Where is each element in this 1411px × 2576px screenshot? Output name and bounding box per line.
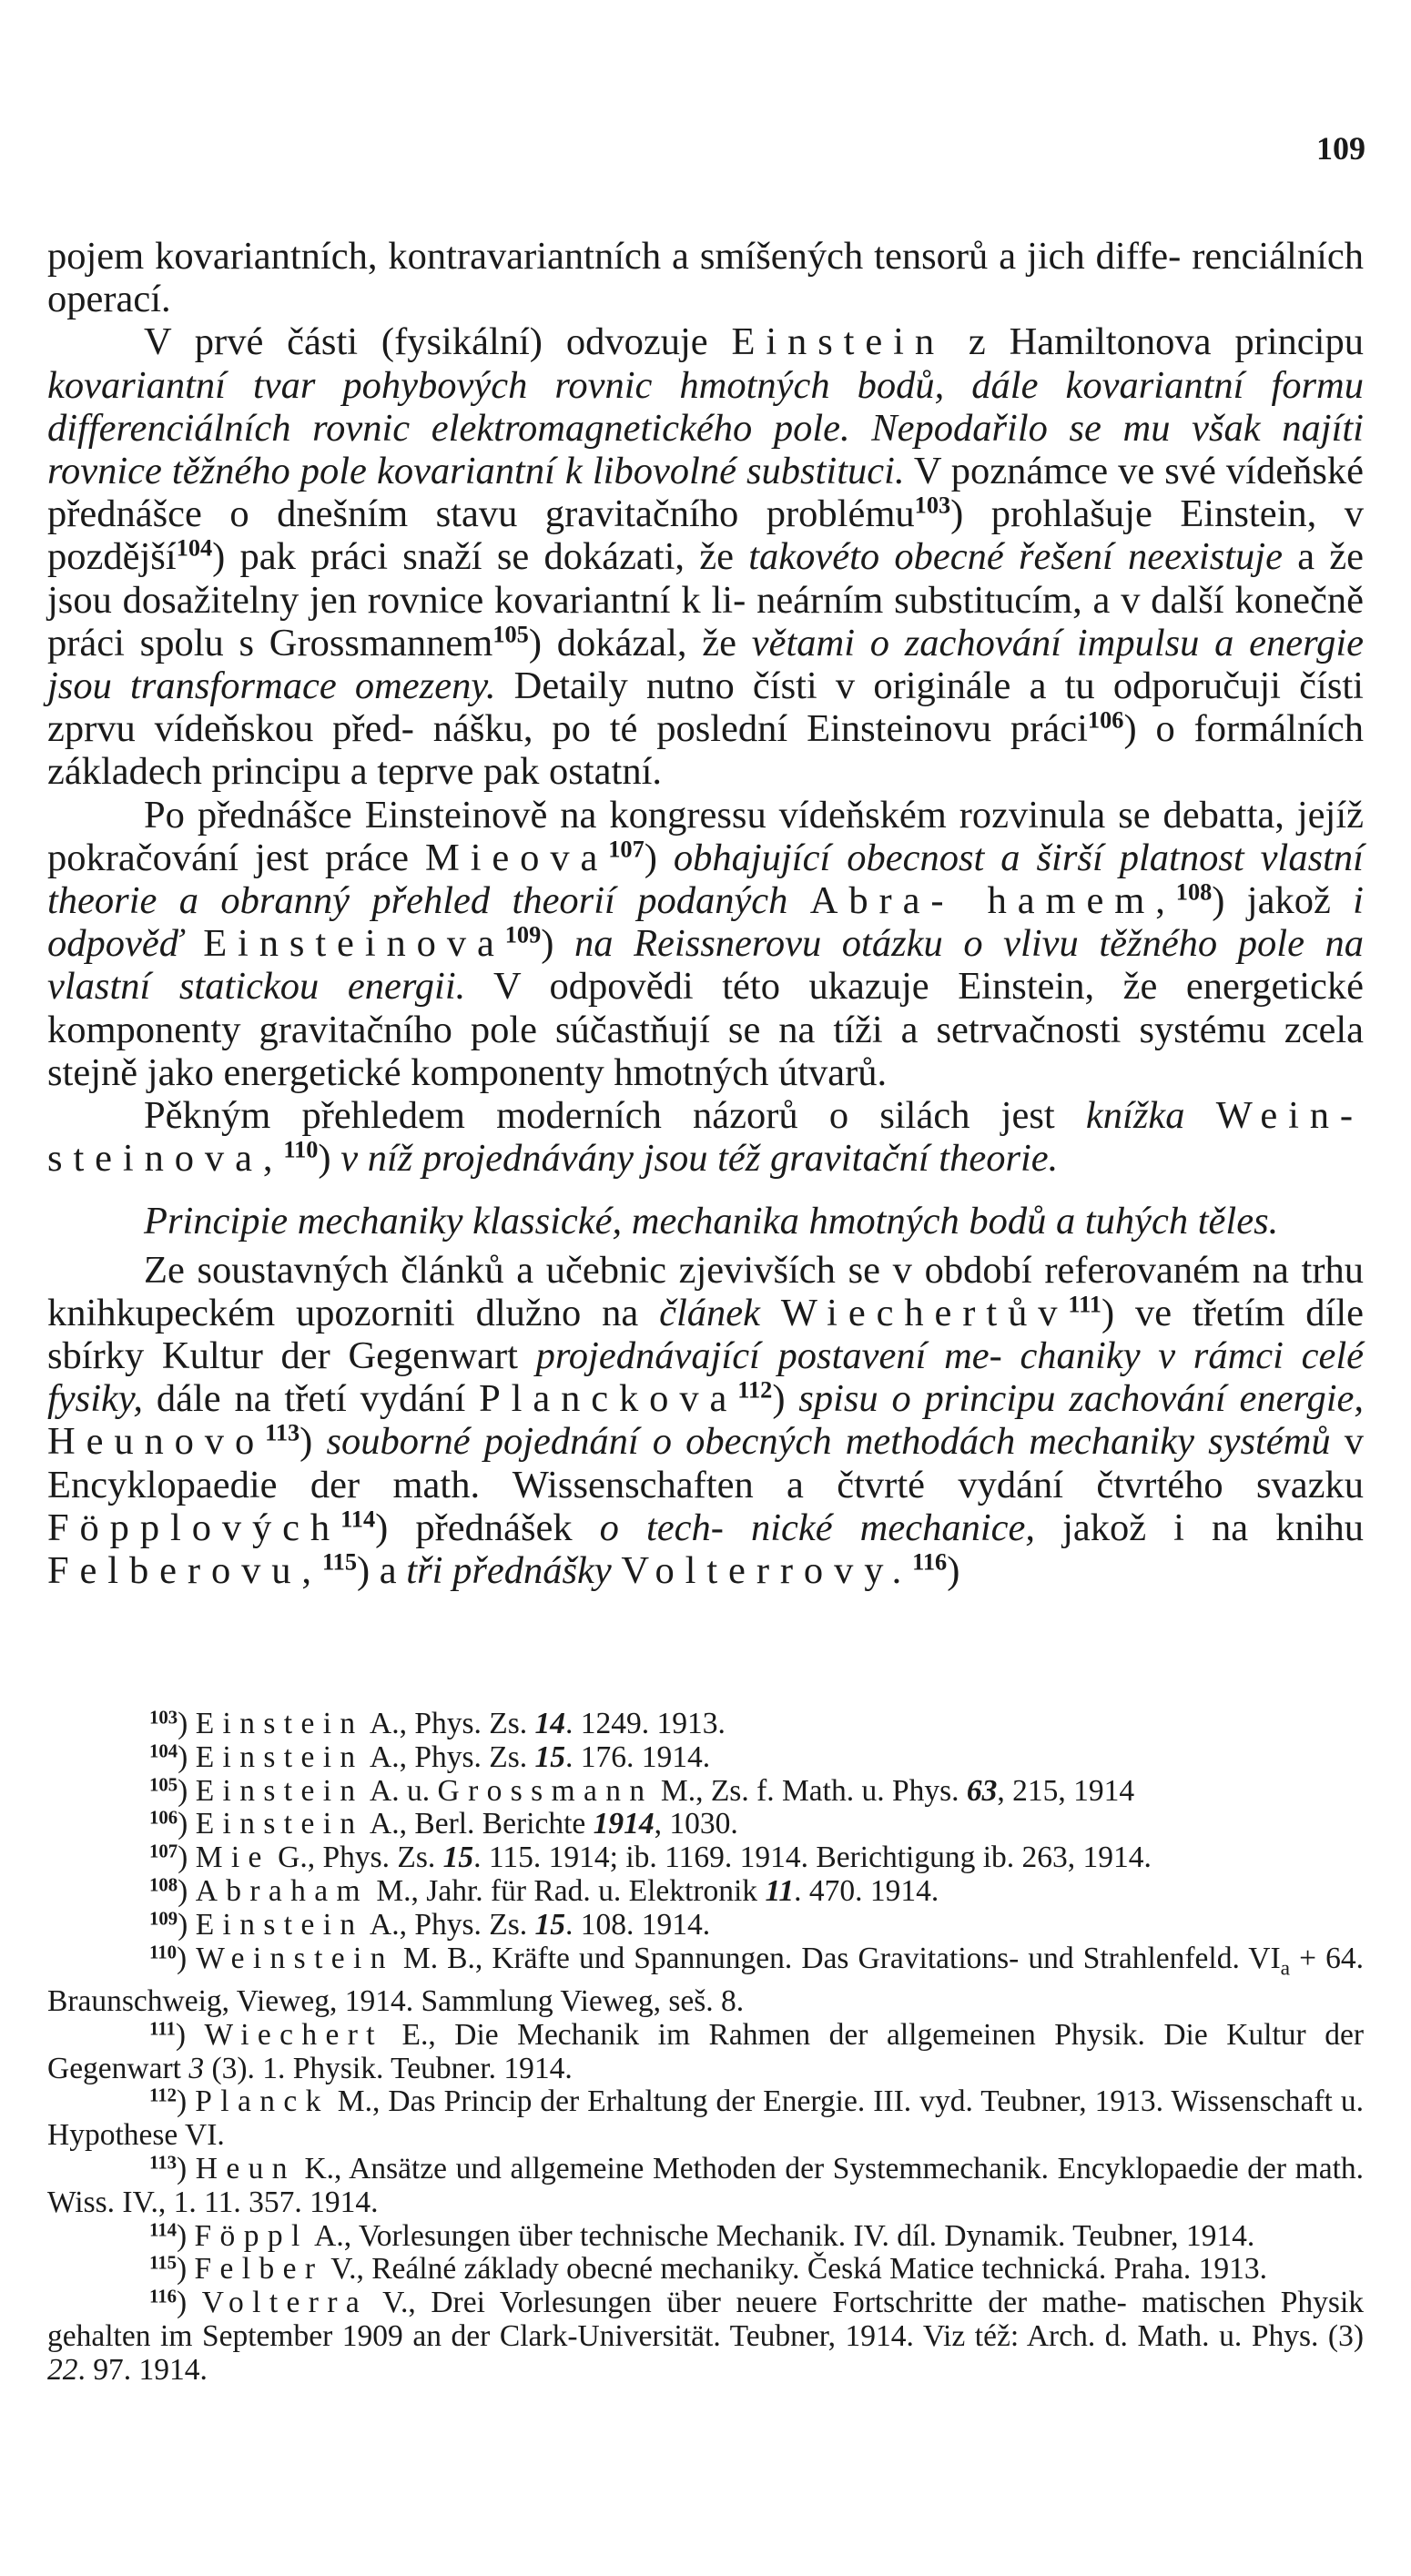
emphasis: kovariantní tvar pohybových rovnic hmotných bodů, dále kovariantní formu differenciálních rovnic elektromagnetického pole. Nepodařilo se mu však najíti rovnice těžného pole kovariantní k libovolné substituci. bbox=[47, 363, 1364, 493]
main-text bbox=[47, 235, 1364, 1592]
footnote-114: $^{114}$) Föppl A., Vorlesungen über technische Mechanik. IV. díl. Dynamik. Teubner, 1914. bbox=[149, 2218, 1255, 2253]
emphasis: tři přednášky bbox=[406, 1549, 612, 1593]
emphasis: obhajující obecnost a širší platnost vlastní theorie a obranný přehled theorií podaných bbox=[47, 836, 1364, 923]
footnote-ref[interactable]: 115 bbox=[321, 1548, 358, 1576]
text-run: ) bbox=[318, 1137, 341, 1181]
emphasis: takovéto obecné řešení neexistuje bbox=[748, 535, 1283, 579]
footnote-108: $^{108}$) Abraham M., Jahr. für Rad. u. Elektronik 11. 470. 1914. bbox=[149, 1873, 939, 1908]
author-name: Einstein bbox=[195, 1739, 364, 1774]
volume: 15 bbox=[534, 1907, 566, 1942]
emphasis: na Reissnerovu otázku o vlivu těžného pole na vlastní statickou energii. bbox=[47, 922, 1365, 1009]
text-run: V odpovědi této ukazuje Einstein, že energetické komponenty gravitačního pole súčastňují se na tíži a setrvačnosti systému zcela stejně jako energetické komponenty hmotných útvarů. bbox=[47, 965, 1364, 1094]
footnote-number: 107 bbox=[149, 1841, 178, 1862]
footnote-number: 112 bbox=[149, 2085, 178, 2107]
text-run: A. u. bbox=[363, 1773, 438, 1808]
footnote-number: 113 bbox=[149, 2152, 178, 2174]
subscript: a bbox=[1280, 1956, 1291, 1981]
text-run: (3). 1. Physik. Teubner. 1914. bbox=[204, 2051, 573, 2085]
emphasis: spisu o principu zachování energie, bbox=[798, 1377, 1364, 1421]
text-run: . 1249. 1913. bbox=[565, 1707, 726, 1740]
footnote-103: $^{103}$) Einstein A., Phys. Zs. 14. 1249. 1913. bbox=[149, 1707, 726, 1740]
emphasis: o tech- nické mechanice, bbox=[599, 1506, 1036, 1549]
text-run: . 176. 1914. bbox=[565, 1739, 711, 1774]
text-run: . 108. 1914. bbox=[565, 1907, 711, 1942]
paragraph-4 bbox=[47, 1094, 1364, 1180]
text-run: A., Phys. Zs. bbox=[363, 1907, 535, 1942]
footnote-107: $^{107}$) Mie G., Phys. Zs. 15. 115. 1914; ib. 1169. 1914. Berichtigung ib. 263, 1914. bbox=[149, 1841, 1152, 1875]
text-run: + 64. Braunschweig, Vieweg, 1914. Sammlung Vieweg, seš. 8. bbox=[47, 1941, 1364, 2019]
text-run: Detaily nutno čísti v originále a tu odporučuji čísti zprvu vídeňskou před- nášku, po té poslední Einsteinovu práci bbox=[47, 664, 1364, 751]
author-name: Einstein bbox=[195, 1773, 364, 1808]
text-run: dále na třetí vydání bbox=[143, 1377, 480, 1421]
footnote-ref[interactable]: 108 bbox=[1175, 878, 1213, 906]
text-run: ) ve třetím díle sbírky Kultur der Gegenwart bbox=[47, 1291, 1365, 1378]
text-run bbox=[1184, 1094, 1215, 1137]
author-name: Einsteinova bbox=[203, 922, 505, 966]
footnote-number: 106 bbox=[149, 1808, 178, 1830]
footnote-112: $^{112}$) Planck M., Das Princip der Erhaltung der Energie. III. vyd. Teubner, 1913. Wissenschaft u. Hypothese VI. bbox=[47, 2084, 1364, 2153]
text-run: V prvé části (fysikální) odvozuje bbox=[144, 320, 732, 364]
footnote-number: 105 bbox=[149, 1774, 178, 1796]
footnote-106: $^{106}$) Einstein A., Berl. Berichte 1914, 1030. bbox=[149, 1807, 738, 1841]
text-run: jakož i na knihu bbox=[1035, 1506, 1365, 1549]
footnote-number: 109 bbox=[149, 1908, 178, 1930]
author-name: Einstein bbox=[195, 1707, 364, 1740]
text-run: A., Vorlesungen über technische Mechanik. IV. díl. Dynamik. Teubner, 1914. bbox=[308, 2218, 1255, 2253]
paragraph-1 bbox=[47, 235, 1364, 320]
text-run: z Hamiltonova principu bbox=[944, 320, 1364, 364]
paragraph-3 bbox=[47, 794, 1364, 1094]
text-run: V., Drei Vorlesungen über neuere Fortschritte der mathe- matischen Physik gehalten im September 1909 an der Clark-Universität. Teubner, 1914. Viz též: Arch. d. Math. u. Phys. (3) bbox=[47, 2286, 1365, 2354]
text-run: ) bbox=[947, 1549, 960, 1593]
footnote-ref[interactable]: 103 bbox=[914, 492, 951, 519]
footnote-111: $^{111}$) Wiechert E., Die Mechanik im Rahmen der allgemeinen Physik. Die Kultur der Gegenwart 3 (3). 1. Physik. Teubner. 1914. bbox=[47, 2017, 1364, 2085]
text-run: ) přednášek bbox=[375, 1506, 600, 1549]
text-run bbox=[612, 1549, 622, 1592]
text-run: ) bbox=[644, 836, 674, 879]
paragraph-2 bbox=[47, 320, 1364, 793]
text-run: G., Phys. Zs. bbox=[269, 1841, 443, 1875]
author-name: Grossmann bbox=[437, 1773, 654, 1808]
author-name: Heunovo bbox=[47, 1420, 266, 1464]
footnote-number: 110 bbox=[149, 1942, 178, 1963]
author-name: Felber bbox=[194, 2252, 324, 2287]
text-run: v Encyklopaedie der math. Wissenschaften a čtvrté vydání čtvrtého svazku bbox=[47, 1420, 1365, 1506]
author-name: Weinstein bbox=[196, 1941, 394, 1975]
text-run: , 215, 1914 bbox=[997, 1773, 1135, 1808]
text-run: ) prohlašuje Einstein, v pozdější bbox=[47, 492, 1364, 579]
page-number: 109 bbox=[1316, 130, 1365, 167]
footnote-113: $^{113}$) Heun K., Ansätze und allgemeine Methoden der Systemmechanik. Encyklopaedie der math. Wiss. IV., 1. 11. 357. 1914. bbox=[47, 2152, 1365, 2219]
emphasis: projednávající postavení me- chaniky v rámci celé fysiky, bbox=[47, 1334, 1364, 1421]
footnote-115: $^{115}$) Felber V., Reálné základy obecné mechaniky. Česká Matice technická. Praha. 1913. bbox=[149, 2252, 1268, 2287]
author-name: Einstein bbox=[731, 320, 945, 364]
text-run: M., Das Princip der Erhaltung der Energie. III. vyd. Teubner, 1913. Wissenschaft u. Hypothese VI. bbox=[47, 2084, 1364, 2153]
text-run: a že jsou dosažitelny jen rovnice kovariantní k li- neárním substitucím, a v další konečně práci spolu s Grossmannem bbox=[47, 535, 1365, 664]
footnote-ref[interactable]: 109 bbox=[504, 921, 542, 948]
footnote-ref[interactable]: 113 bbox=[265, 1420, 300, 1446]
author-name: Wiechert bbox=[204, 2017, 383, 2052]
footnote-ref[interactable]: 106 bbox=[1087, 706, 1124, 734]
volume: 11 bbox=[765, 1873, 795, 1908]
footnote-110: $^{110}$) Weinstein M. B., Kräfte und Spannungen. Das Gravitations- und Strahlenfeld. $VI_a + 64$. Braunschweig, Vieweg, 1914. Sammlung Vieweg, seš. 8. bbox=[47, 1941, 1364, 2019]
author-name: Felberovu, bbox=[47, 1549, 322, 1593]
text-run: V., Reálné základy obecné mechaniky. Česká Matice technická. Praha. 1913. bbox=[323, 2252, 1268, 2287]
emphasis: i odpověď bbox=[47, 879, 1364, 966]
text-run: . 97. 1914. bbox=[77, 2352, 208, 2387]
footnote-ref[interactable]: 107 bbox=[608, 836, 645, 863]
text-run: A., Berl. Berichte bbox=[363, 1807, 594, 1841]
text-run: Ze soustavných článků a učebnic zjevivších se v období referovaném na trhu knihkupeckém upozorniti dlužno na bbox=[47, 1248, 1364, 1334]
author-name: Heun bbox=[195, 2152, 296, 2186]
footnote-ref[interactable]: 114 bbox=[340, 1506, 376, 1533]
text-run: ) bbox=[772, 1377, 799, 1421]
author-name: Abra- hamem, bbox=[809, 879, 1176, 923]
volume: 1914 bbox=[593, 1807, 655, 1841]
text-run bbox=[760, 1292, 781, 1334]
emphasis: v níž projednávány jsou též gravitační theorie. bbox=[340, 1137, 1059, 1181]
emphasis: článek bbox=[659, 1291, 760, 1334]
text-run: Po přednášce Einsteinově na kongressu vídeňském rozvinula se debatta, jejíž pokračování jest práce bbox=[47, 793, 1364, 879]
footnote-number: 111 bbox=[149, 2018, 176, 2040]
text-run: ) dokázal, že bbox=[528, 621, 752, 664]
author-name: Planckova bbox=[479, 1377, 738, 1421]
footnote-105: $^{105}$) Einstein A. u. Grossmann M., Zs. f. Math. u. Phys. 63, 215, 1914 bbox=[149, 1773, 1135, 1808]
author-name: Volterrovy. bbox=[621, 1549, 913, 1593]
footnote-109: $^{109}$) Einstein A., Phys. Zs. 15. 108. 1914. bbox=[149, 1907, 711, 1942]
author-name: Einstein bbox=[195, 1907, 364, 1942]
text-run: A., Phys. Zs. bbox=[363, 1707, 535, 1740]
text-run: M., Zs. f. Math. u. Phys. bbox=[653, 1773, 967, 1808]
text-run: M., Jahr. für Rad. u. Elektronik bbox=[369, 1873, 766, 1908]
author-name: Einstein bbox=[195, 1807, 364, 1841]
section-heading: Principie mechaniky klassické, mechanika hmotných bodů a tuhých těles. bbox=[144, 1200, 1279, 1243]
footnote-ref[interactable]: 111 bbox=[1068, 1291, 1101, 1318]
footnote-number: 108 bbox=[149, 1874, 178, 1896]
volume: 3 bbox=[188, 2051, 205, 2085]
text-run: ) bbox=[541, 922, 574, 966]
author-name: Volterra bbox=[201, 2286, 369, 2320]
text-run: . 115. 1914; ib. 1169. 1914. Berichtigung ib. 263, 1914. bbox=[473, 1841, 1152, 1875]
emphasis: souborné pojednání o obecných methodách mechaniky systémů bbox=[326, 1420, 1331, 1464]
paragraph-5 bbox=[47, 1249, 1364, 1593]
author-name: Mie bbox=[195, 1841, 270, 1875]
author-name: Abraham bbox=[195, 1873, 369, 1908]
footnote-ref[interactable]: 116 bbox=[912, 1548, 948, 1576]
text-run: ) jakož bbox=[1212, 879, 1354, 923]
text-run: M. B., Kräfte und Spannungen. Das Gravitations- und Strahlenfeld. VI bbox=[393, 1941, 1281, 1975]
footnote-ref[interactable]: 110 bbox=[283, 1136, 319, 1163]
text-run: E., Die Mechanik im Rahmen der allgemeinen Physik. Die Kultur der Gegenwart bbox=[47, 2017, 1364, 2085]
text-run: ) pak práci snaží se dokázati, že bbox=[212, 535, 749, 579]
footnote-116: $^{116}$) Volterra V., Drei Vorlesungen über neuere Fortschritte der mathe- matischen Physik gehalten im September 1909 an der Clark-Universität. Teubner, 1914. Viz též: Arch. d. Math. u. Phys. (3) 22. 97. 1914. bbox=[47, 2286, 1365, 2387]
volume: 63 bbox=[966, 1773, 998, 1808]
text-run: K., Ansätze und allgemeine Methoden der Systemmechanik. Encyklopaedie der math. Wiss. IV., 1. 11. 357. 1914. bbox=[47, 2152, 1365, 2219]
volume: 14 bbox=[534, 1707, 566, 1740]
author-name: Planck bbox=[195, 2084, 330, 2119]
footnote-ref[interactable]: 104 bbox=[176, 534, 213, 562]
author-name: Wiechertův bbox=[780, 1291, 1069, 1334]
emphasis: větami o zachování impulsu a energie jsou transformace omezeny. bbox=[47, 621, 1365, 708]
footnote-104: $^{104}$) Einstein A., Phys. Zs. 15. 176. 1914. bbox=[149, 1739, 711, 1774]
footnote-number: 114 bbox=[149, 2219, 178, 2241]
text-run: A., Phys. Zs. bbox=[363, 1739, 535, 1774]
text-run: Pěkným přehledem moderních názorů o silách jest bbox=[144, 1094, 1086, 1138]
author-name: Föppl bbox=[194, 2218, 309, 2253]
text-run: V poznámce ve své vídeňské přednášce o dnešním stavu gravitačního problému bbox=[47, 450, 1365, 536]
text-run: pojem kovariantních, kontravariantních a smíšených tensorů a jich diffe- renciálních operací. bbox=[47, 235, 1364, 321]
text-run: , 1030. bbox=[654, 1807, 738, 1841]
footnotes bbox=[47, 1708, 1364, 2388]
footnote-number: 103 bbox=[149, 1707, 178, 1729]
footnote-number: 115 bbox=[149, 2253, 178, 2275]
text-run: ) a bbox=[357, 1549, 407, 1593]
author-name: Wein- steinova, bbox=[47, 1094, 1364, 1181]
footnote-ref[interactable]: 105 bbox=[492, 621, 529, 648]
emphasis: knížka bbox=[1085, 1094, 1185, 1138]
footnote-number: 104 bbox=[149, 1740, 178, 1762]
author-name: Mieova bbox=[425, 836, 609, 879]
footnote-number: 116 bbox=[149, 2286, 178, 2307]
text-run bbox=[183, 922, 204, 965]
text-run: ) bbox=[299, 1420, 327, 1464]
text-run bbox=[787, 879, 809, 922]
volume: 22 bbox=[47, 2352, 78, 2387]
text-run: . 470. 1914. bbox=[794, 1873, 939, 1908]
volume: 15 bbox=[534, 1739, 566, 1774]
author-name: Föpplových bbox=[47, 1506, 341, 1549]
text-run: ) o formálních základech principu a teprve pak ostatní. bbox=[47, 707, 1365, 794]
volume: 15 bbox=[442, 1841, 474, 1875]
footnote-ref[interactable]: 112 bbox=[737, 1376, 773, 1404]
